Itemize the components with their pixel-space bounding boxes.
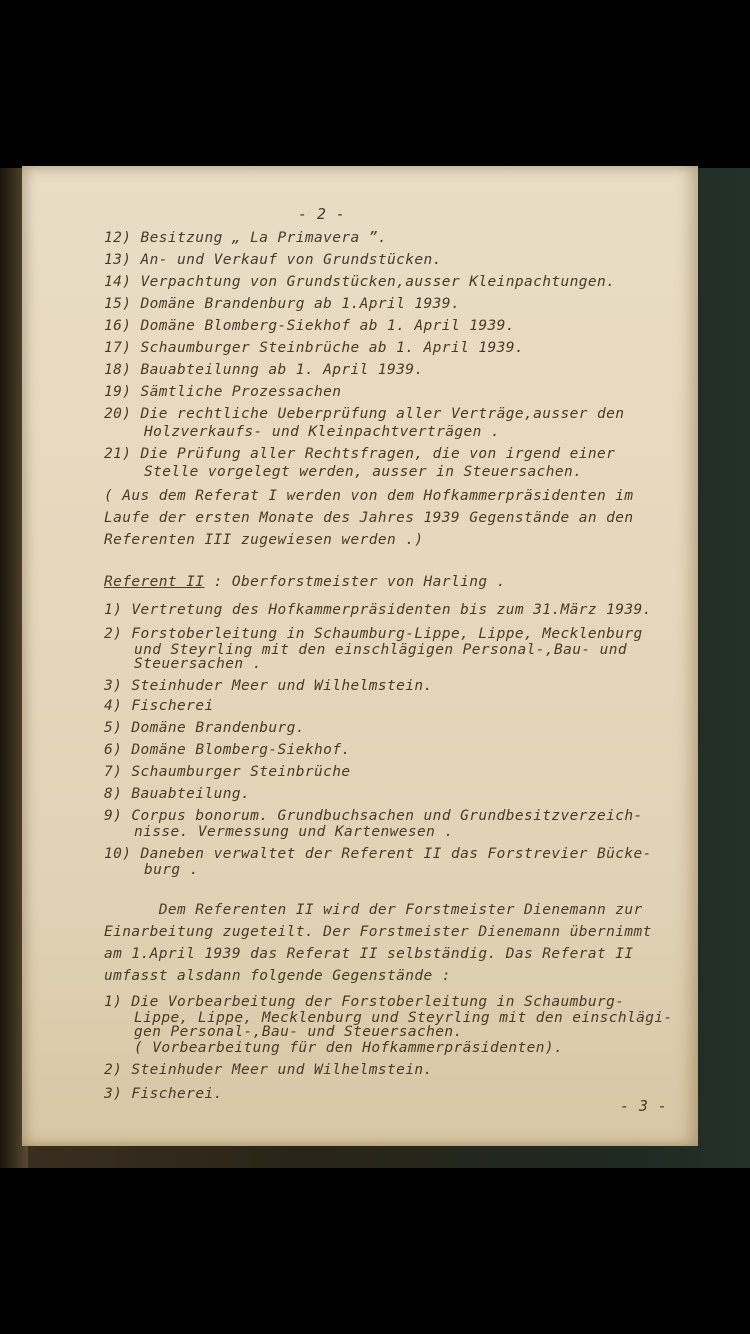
page-number: - 2 - xyxy=(298,205,346,223)
list-item: 16) Domäne Blomberg-Siekhof ab 1. April 1939. xyxy=(104,318,515,334)
list-item: 18) Bauabteilunng ab 1. April 1939. xyxy=(104,362,424,378)
list-item: 3) Steinhuder Meer und Wilhelmstein. xyxy=(104,678,433,694)
list-item: 5) Domäne Brandenburg. xyxy=(104,720,305,736)
list-item: 10) Daneben verwaltet der Referent II das Forstrevier Bücke- xyxy=(104,846,652,862)
list-item: 15) Domäne Brandenburg ab 1.April 1939. xyxy=(104,296,461,312)
paragraph-line: umfasst alsdann folgende Gegenstände : xyxy=(104,968,451,984)
list-item-continuation: Holzverkaufs- und Kleinpachtverträgen . xyxy=(144,424,501,440)
list-item: 13) An- und Verkauf von Grundstücken. xyxy=(104,252,442,268)
list-item-continuation: ( Vorbearbeitung für den Hofkammerpräsidenten). xyxy=(134,1040,564,1056)
list-item-continuation: nisse. Vermessung und Kartenwesen . xyxy=(134,824,454,840)
paragraph-line: Einarbeitung zugeteilt. Der Forstmeister Dienemann übernimmt xyxy=(104,924,652,940)
list-item: 21) Die Prüfung aller Rechtsfragen, die von irgend einer xyxy=(104,446,616,462)
list-item-continuation: Lippe, Lippe, Mecklenburg und Steyrling mit den einschlägi- xyxy=(134,1010,673,1026)
list-item-continuation: Steuersachen . xyxy=(134,656,262,672)
list-item: 9) Corpus bonorum. Grundbuchsachen und Grundbesitzverzeich- xyxy=(104,808,643,824)
note-line: Referenten III zugewiesen werden .) xyxy=(104,532,424,548)
list-item: 20) Die rechtliche Ueberprüfung aller Verträge,ausser den xyxy=(104,406,625,422)
list-item: 8) Bauabteilung. xyxy=(104,786,251,802)
note-line: Laufe der ersten Monate des Jahres 1939 Gegenstände an den xyxy=(104,510,634,526)
paragraph-line: Dem Referenten II wird der Forstmeister Dienemann zur xyxy=(104,902,643,918)
list-item: 2) Forstoberleitung in Schaumburg-Lippe, Lippe, Mecklenburg xyxy=(104,626,643,642)
note-line: ( Aus dem Referat I werden von dem Hofkammerpräsidenten im xyxy=(104,488,634,504)
list-item: 7) Schaumburger Steinbrüche xyxy=(104,764,351,780)
list-item: 19) Sämtliche Prozessachen xyxy=(104,384,342,400)
section-heading: Referent II : Oberforstmeister von Harling . xyxy=(104,574,506,590)
list-item: 17) Schaumburger Steinbrüche ab 1. April 1939. xyxy=(104,340,524,356)
paragraph-line: am 1.April 1939 das Referat II selbständig. Das Referat II xyxy=(104,946,634,962)
referent-title: Referent II xyxy=(104,574,205,590)
next-page-marker: - 3 - xyxy=(620,1097,668,1115)
list-item: 6) Domäne Blomberg-Siekhof. xyxy=(104,742,351,758)
list-item: 3) Fischerei. xyxy=(104,1086,223,1102)
list-item: 1) Die Vorbearbeitung der Forstoberleitung in Schaumburg- xyxy=(104,994,625,1010)
list-item: 12) Besitzung „ La Primavera ”. xyxy=(104,230,388,246)
list-item: 14) Verpachtung von Grundstücken,ausser Kleinpachtungen. xyxy=(104,274,616,290)
list-item: 2) Steinhuder Meer und Wilhelmstein. xyxy=(104,1062,433,1078)
list-item-continuation: gen Personal-,Bau- und Steuersachen. xyxy=(134,1024,463,1040)
list-item-continuation: und Steyrling mit den einschlägigen Personal-,Bau- und xyxy=(134,642,628,658)
list-item-continuation: Stelle vorgelegt werden, ausser in Steuersachen. xyxy=(144,464,583,480)
list-item: 1) Vertretung des Hofkammerpräsidenten bis zum 31.März 1939. xyxy=(104,602,652,618)
list-item: 4) Fischerei xyxy=(104,698,214,714)
list-item-continuation: burg . xyxy=(144,862,199,878)
